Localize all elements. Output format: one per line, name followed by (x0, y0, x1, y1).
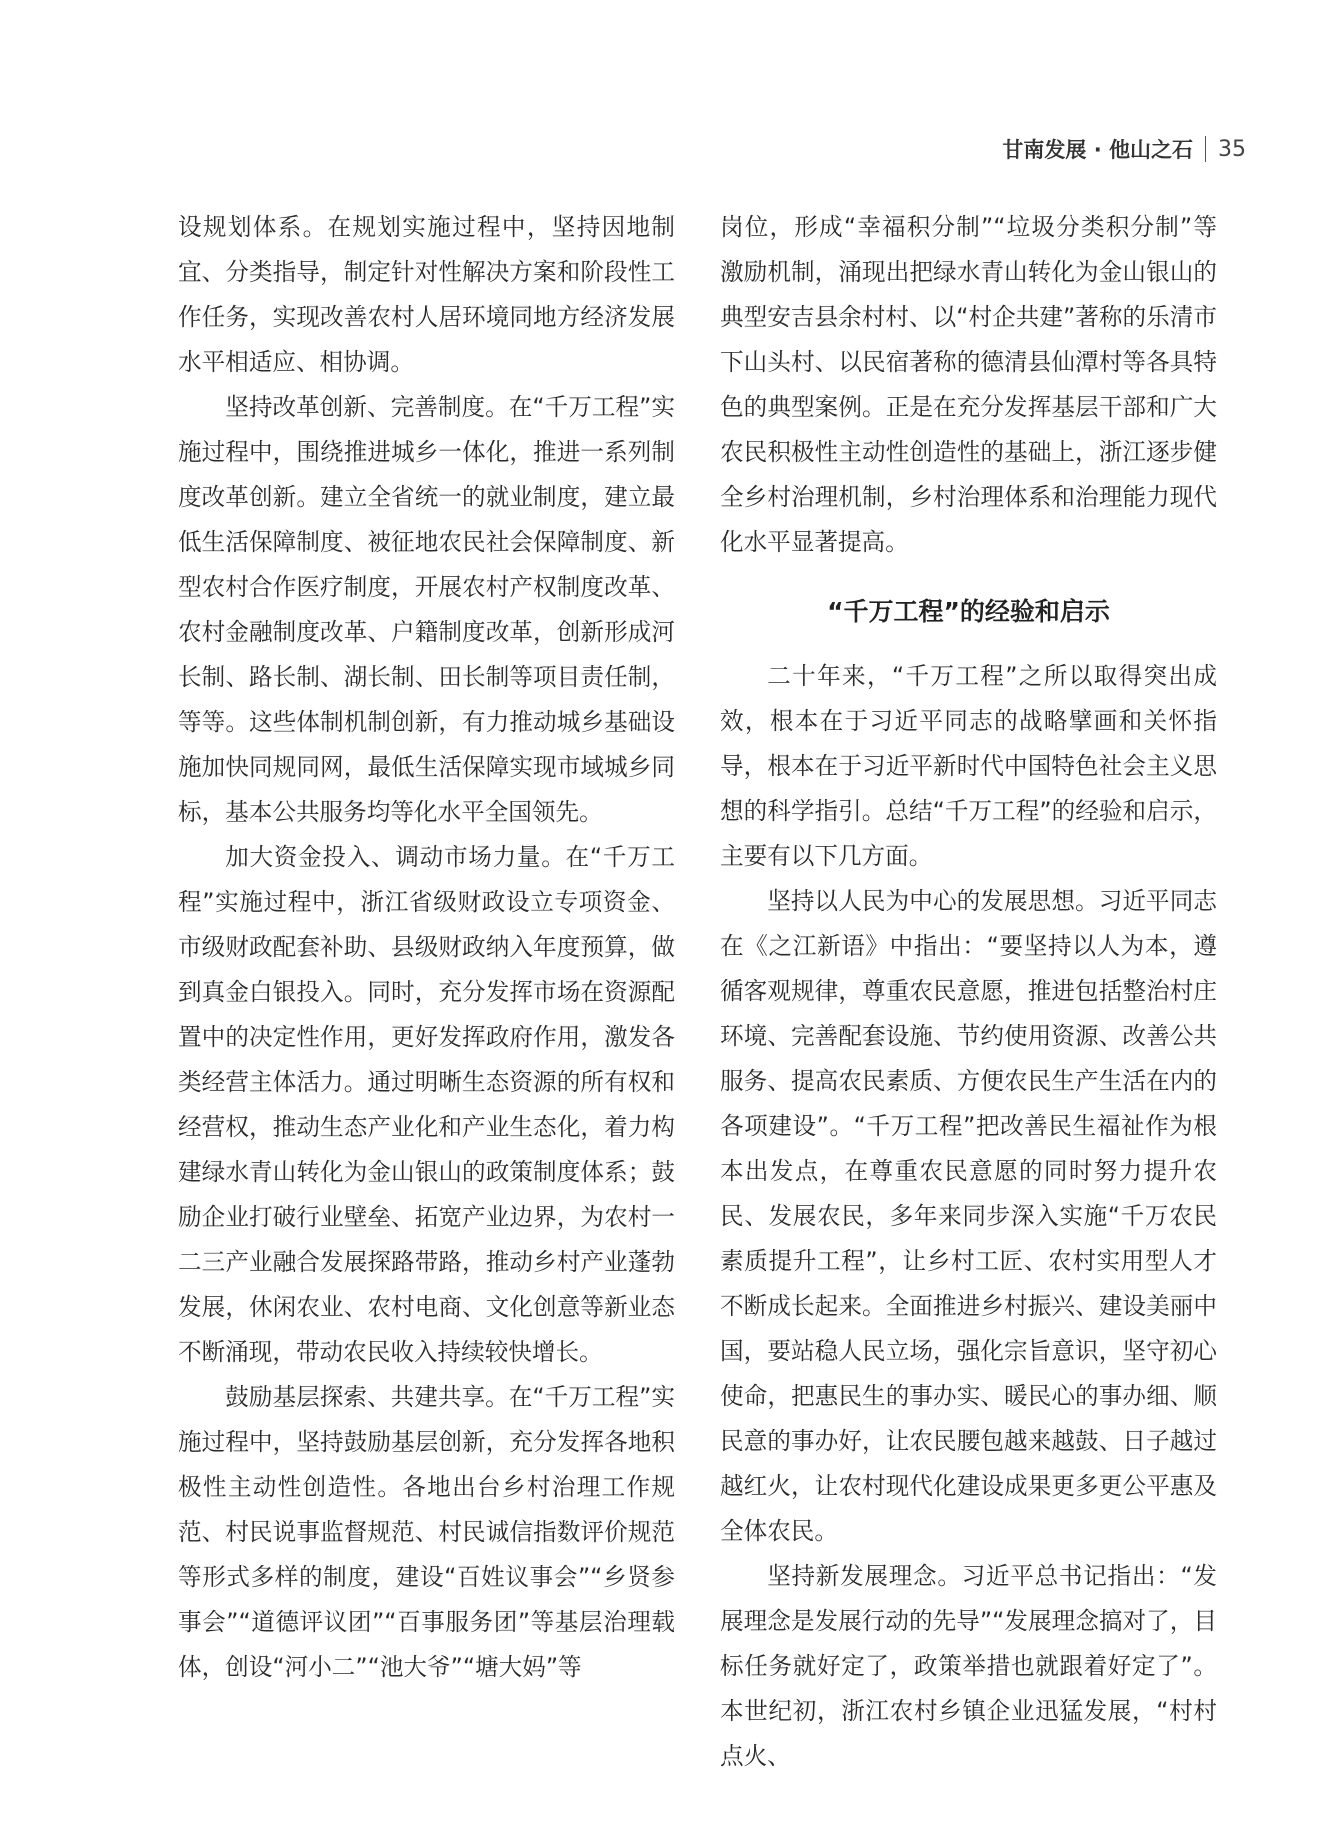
paragraph: 坚持以人民为中心的发展思想。习近平同志在《之江新语》中指出：“要坚持以人为本，遵循客观规律，尊重农民意愿，推进包括整治村庄环境、完善配套设施、节约使用资源、改善公共服务、提高农民素质、方便农民生产生活在内的各项建设”。“千万工程”把改善民生福祉作为根本出发点，在尊重农民意愿的同时努力提升农民、发展农民，多年来同步深入实施“千万农民素质提升工程”，让乡村工匠、农村实用型人才不断成长起来。全面推进乡村振兴、建设美丽中国，要站稳人民立场，强化宗旨意识，坚守初心使命，把惠民生的事办实、暖民心的事办细、顺民意的事办好，让农民腰包越来越鼓、日子越过越红火，让农村现代化建设成果更多更公平惠及全体农民。 (720, 887, 1217, 1545)
paragraph: 二十年来，“千万工程”之所以取得突出成效，根本在于习近平同志的战略擘画和关怀指导，根本在于习近平新时代中国特色社会主义思想的科学指引。总结“千万工程”的经验和启示，主要有以下几方面。 (720, 662, 1217, 870)
paragraph: 设规划体系。在规划实施过程中，坚持因地制宜、分类指导，制定针对性解决方案和阶段性工作任务，实现改善农村人居环境同地方经济发展水平相适应、相协调。 (178, 213, 675, 376)
paragraph: 加大资金投入、调动市场力量。在“千万工程”实施过程中，浙江省级财政设立专项资金、市级财政配套补助、县级财政纳入年度预算，做到真金白银投入。同时，充分发挥市场在资源配置中的决定性作用，更好发挥政府作用，激发各类经营主体活力。通过明晰生态资源的所有权和经营权，推动生态产业化和产业生态化，着力构建绿水青山转化为金山银山的政策制度体系；鼓励企业打破行业壁垒、拓宽产业边界，为农村一二三产业融合发展探路带路，推动乡村产业蓬勃发展，休闲农业、农村电商、文化创意等新业态不断涌现，带动农民收入持续较快增长。 (178, 843, 675, 1366)
running-header (1002, 134, 1246, 164)
header-divider (1205, 136, 1206, 162)
left-column (178, 205, 675, 1690)
right-column (720, 205, 1217, 1779)
paragraph: 坚持改革创新、完善制度。在“千万工程”实施过程中，围绕推进城乡一体化，推进一系列制度改革创新。建立全省统一的就业制度，建立最低生活保障制度、被征地农民社会保障制度、新型农村合作医疗制度，开展农村产权制度改革、农村金融制度改革、户籍制度改革，创新形成河长制、路长制、湖长制、田长制等项目责任制，等等。这些体制机制创新，有力推动城乡基础设施加快同规同网，最低生活保障实现市域城乡同标，基本公共服务均等化水平全国领先。 (178, 393, 675, 826)
section-heading: “千万工程”的经验和启示 (827, 597, 1110, 626)
paragraph: 鼓励基层探索、共建共享。在“千万工程”实施过程中，坚持鼓励基层创新，充分发挥各地积极性主动性创造性。各地出台乡村治理工作规范、村民说事监督规范、村民诚信指数评价规范等形式多样的制度，建设“百姓议事会”“乡贤参事会”“道德评议团”“百事服务团”等基层治理载体，创设“河小二”“池大爷”“塘大妈”等 (178, 1383, 675, 1681)
paragraph: 坚持新发展理念。习近平总书记指出：“发展理念是发展行动的先导”“发展理念搞对了，目标任务就好定了，政策举措也就跟着好定了”。本世纪初，浙江农村乡镇企业迅猛发展，“村村点火、 (720, 1562, 1217, 1770)
header-title: 甘南发展 · 他山之石 (1002, 138, 1193, 162)
page-number: 35 (1218, 136, 1246, 162)
paragraph: 岗位，形成“幸福积分制”“垃圾分类积分制”等激励机制，涌现出把绿水青山转化为金山银山的典型安吉县余村村、以“村企共建”著称的乐清市下山头村、以民宿著称的德清县仙潭村等各具特色的典型案例。正是在充分发挥基层干部和广大农民积极性主动性创造性的基础上，浙江逐步健全乡村治理机制，乡村治理体系和治理能力现代化水平显著提高。 (720, 213, 1217, 556)
